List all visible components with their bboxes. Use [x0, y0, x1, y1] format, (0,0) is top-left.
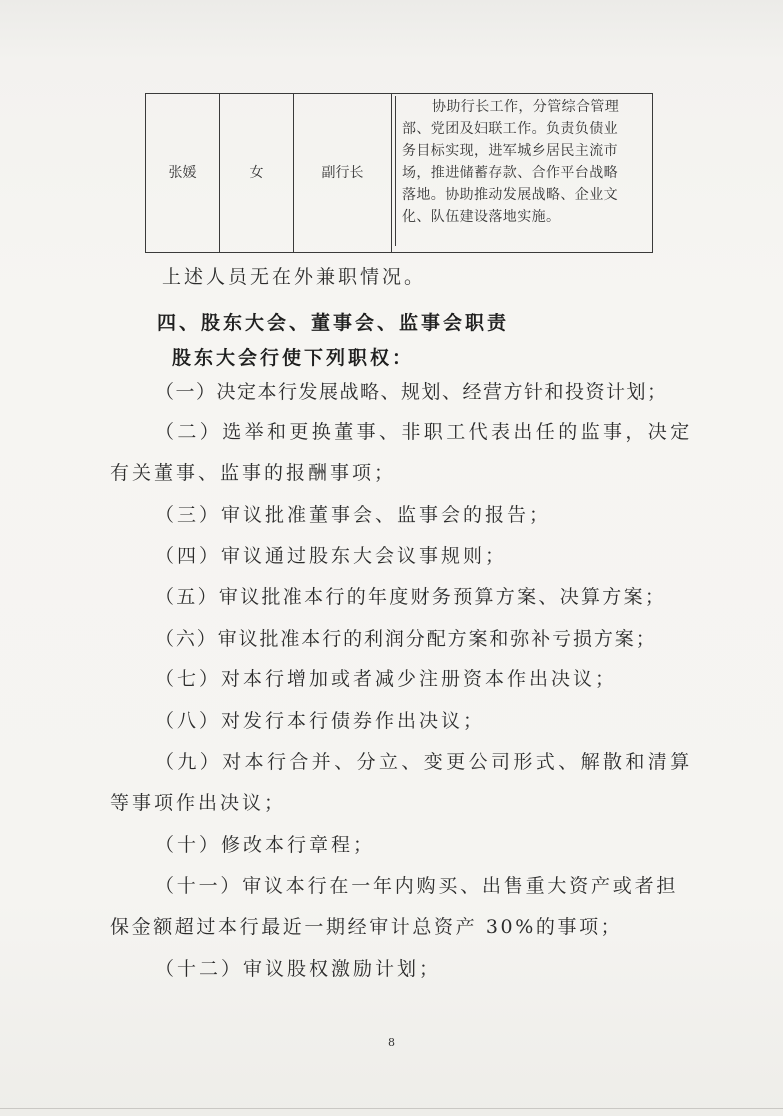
- section-heading: 四、股东大会、董事会、监事会职责: [157, 312, 510, 334]
- list-item-continuation: 保金额超过本行最近一期经审计总资产 30%的事项；: [110, 916, 623, 938]
- list-item-continuation: 等事项作出决议；: [110, 792, 287, 814]
- duties-line: 部、党团及妇联工作。负责负债业: [402, 121, 618, 137]
- name-cell: 张媛: [146, 94, 220, 253]
- duties-inner-box: [395, 96, 644, 246]
- list-item: （五）审议批准本行的年度财务预算方案、决算方案；: [155, 586, 667, 608]
- no-side-jobs-statement: 上述人员无在外兼职情况。: [162, 266, 427, 288]
- page-number: 8: [388, 1036, 395, 1049]
- duties-line: 场，推进储蓄存款、合作平台战略: [402, 165, 618, 181]
- list-item: （六）审议批准本行的利润分配方案和弥补亏损方案；: [155, 628, 657, 650]
- list-item: （二）选举和更换董事、非职工代表出任的监事，决定: [155, 421, 693, 443]
- duties-line: 化、队伍建设落地实施。: [402, 209, 561, 225]
- list-item: （一）决定本行发展战略、规划、经营方针和投资计划；: [155, 381, 668, 403]
- list-item: （十）修改本行章程；: [155, 834, 376, 856]
- list-item: （八）对发行本行债券作出决议；: [155, 710, 486, 732]
- list-item-continuation: 有关董事、监事的报酬事项；: [110, 462, 397, 484]
- list-item: （七）对本行增加或者减少注册资本作出决议；: [155, 668, 618, 690]
- duties-line: 落地。协助推动发展战略、企业文: [402, 187, 618, 203]
- duties-line: 协助行长工作，分管综合管理: [432, 99, 620, 115]
- list-item: （九）对本行合并、分立、变更公司形式、解散和清算: [155, 751, 693, 773]
- sub-heading: 股东大会行使下列职权：: [172, 347, 415, 369]
- table-row: [146, 94, 653, 253]
- position-cell: 副行长: [294, 94, 392, 253]
- list-item: （四）审议通过股东大会议事规则；: [155, 545, 508, 567]
- duties-cell: [392, 94, 653, 253]
- list-item: （三）审议批准董事会、监事会的报告；: [155, 504, 552, 526]
- bottom-divider: [0, 1108, 783, 1109]
- list-item: （十二）审议股权激励计划；: [155, 958, 442, 980]
- list-item: （十一）审议本行在一年内购买、出售重大资产或者担: [155, 875, 679, 897]
- gender-cell: 女: [220, 94, 294, 253]
- duties-line: 务目标实现，进军城乡居民主流市: [402, 143, 618, 159]
- personnel-duty-table: [145, 93, 653, 253]
